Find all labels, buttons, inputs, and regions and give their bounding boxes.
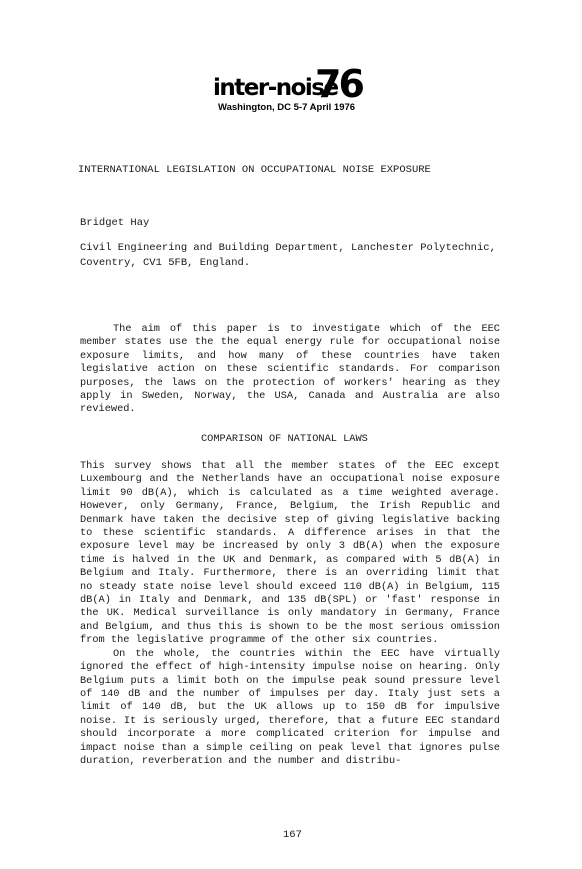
logo-year: 76 bbox=[315, 62, 362, 106]
conference-location-date: Washington, DC 5-7 April 1976 bbox=[218, 102, 356, 113]
body-paragraph: On the whole, the countries within the EEC have virtually ignored the effect of high-intensity impulse noise on hearing. Only Belgium puts a limit both on the impulse peak sound pressure level of 140 dB and the number of impulses per day. Italy just sets a limit of 140 dB, but the UK allows up to 150 dB for impulsive noise. It is seriously urged, therefore, that a future EEC standard should incorporate a more complicated criterion for impulse and impact noise than a simple ceiling on peak level that ignores pulse duration, reverberation and the number and distribu- bbox=[80, 647, 500, 767]
logo-wordmark: inter-noise bbox=[213, 75, 338, 101]
paper-title: INTERNATIONAL LEGISLATION ON OCCUPATIONAL NOISE EXPOSURE bbox=[78, 164, 431, 176]
abstract-paragraph: The aim of this paper is to investigate which of the EEC member states use the the equal energy rule for occupational noise exposure limits, and how many of these countries have taken legislative action on these scientific standards. For comparison purposes, the laws on the protection of workers' hearing as they apply in Sweden, Norway, the USA, Canada and Australia are also reviewed. bbox=[80, 323, 500, 416]
page-number: 167 bbox=[283, 829, 302, 841]
author-name: Bridget Hay bbox=[80, 217, 150, 229]
section-heading: COMPARISON OF NATIONAL LAWS bbox=[201, 433, 368, 445]
body-paragraph: This survey shows that all the member states of the EEC except Luxembourg and the Netherlands have an occupational noise exposure limit 90 dB(A), which is calculated as a time weighted average. However, only Germany, France, Belgium, the Irish Republic and Denmark have taken the decisive step of giving legislative backing to these scientific standards. A difference arises in that the exposure level may be increased by only 3 dB(A) when the exposure time is halved in the UK and Denmark, as compared with 5 dB(A) in Belgium and Italy. Furthermore, there is an overriding limit that no steady state noise level should exceed 110 dB(A) in Belgium, 115 dB(A) in Italy and Denmark, and 135 dB(SPL) or 'fast' response in the UK. Medical surveillance is only mandatory in Germany, France and Belgium, and thus this is shown to be the most serious omission from the legislative programme of the other six countries. bbox=[80, 460, 500, 647]
body-text bbox=[80, 460, 500, 768]
author-affiliation: Civil Engineering and Building Department, Lanchester Polytechnic, Coventry, CV1 5FB, England. bbox=[80, 242, 496, 269]
